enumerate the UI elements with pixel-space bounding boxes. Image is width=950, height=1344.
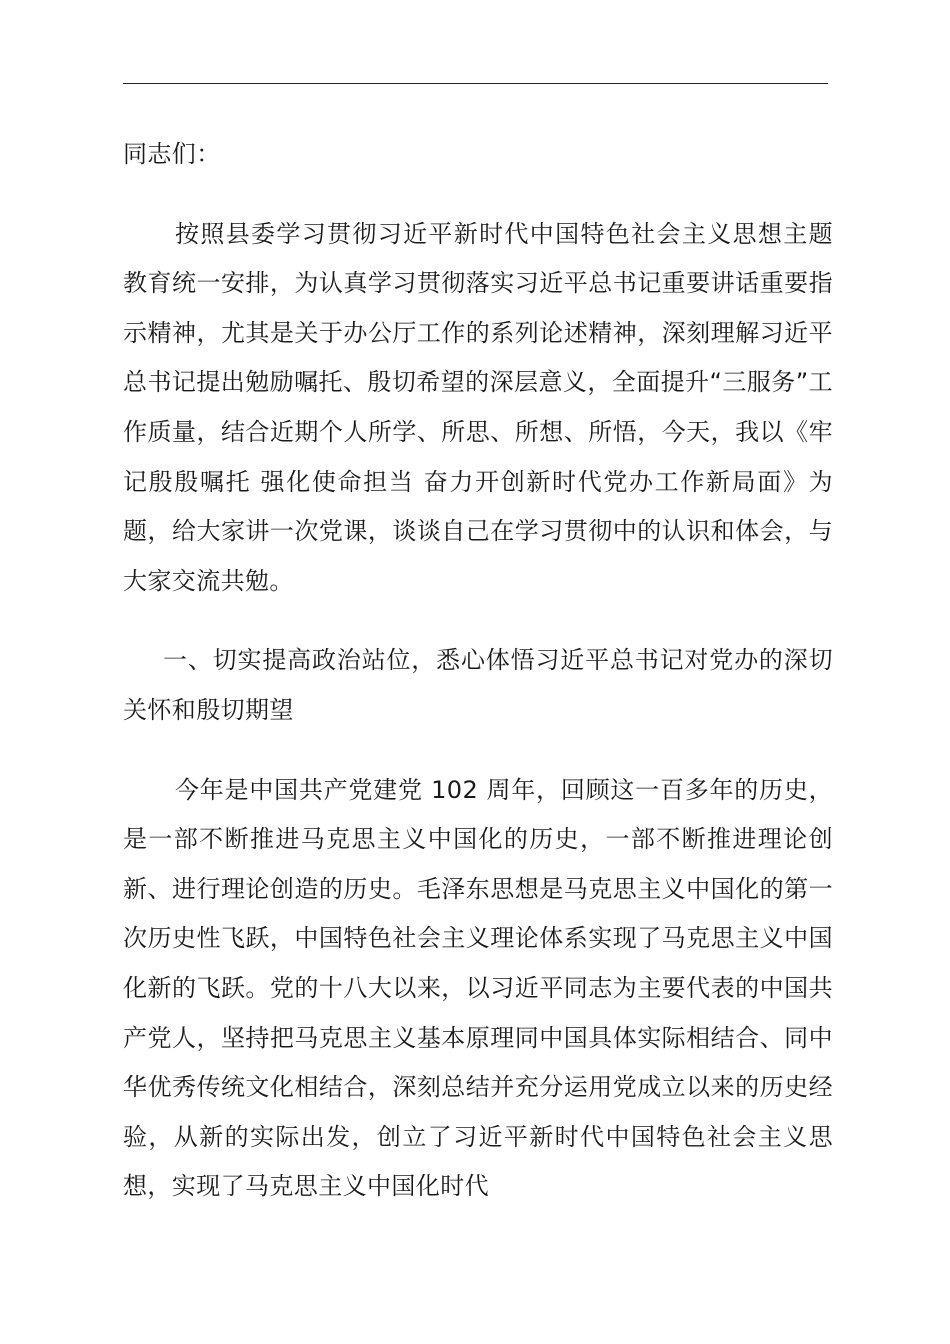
document-body [123, 130, 833, 1242]
body-paragraph: 今年是中国共产党建党 102 周年，回顾这一百多年的历史，是一部不断推进马克思主义中国化的历史，一部不断推进理论创新、进行理论创造的历史。毛泽东思想是马克思主义中国化的第一次历史性飞跃，中国特色社会主义理论体系实现了马克思主义中国化新的飞跃。党的十八大以来，以习近平同志为主要代表的中国共产党人，坚持把马克思主义基本原理同中国具体实际相结合、同中华优秀传统文化相结合，深刻总结并充分运用党成立以来的历史经验，从新的实际出发，创立了习近平新时代中国特色社会主义思想，实现了马克思主义中国化时代 [123, 775, 833, 1201]
header-rule [123, 83, 828, 84]
intro-paragraph: 按照县委学习贯彻习近平新时代中国特色社会主义思想主题教育统一安排，为认真学习贯彻落实习近平总书记重要讲话重要指示精神，尤其是关于办公厅工作的系列论述精神，深刻理解习近平总书记提出勉励嘱托、殷切希望的深层意义，全面提升“三服务”工作质量，结合近期个人所学、所思、所想、所悟，今天，我以《牢记殷殷嘱托 强化使命担当 奋力开创新时代党办工作新局面》为题，给大家讲一次党课，谈谈自己在学习贯彻中的认识和体会，与大家交流共勉。 [123, 219, 833, 595]
section-heading: 一、切实提高政治站位，悉心体悟习近平总书记对党办的深切关怀和殷切期望 [123, 646, 833, 724]
salutation: 同志们： [123, 140, 221, 168]
